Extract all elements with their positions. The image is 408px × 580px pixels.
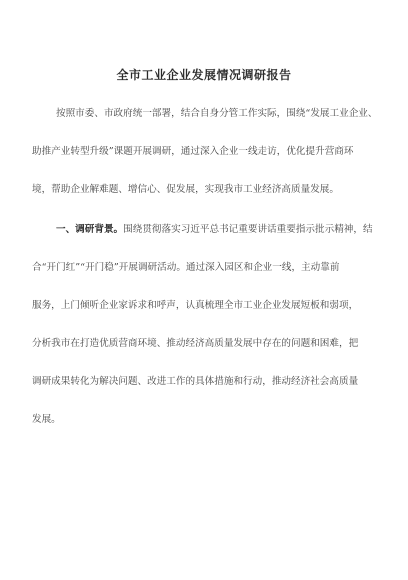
intro-line-2: 助推产业转型升级”课题开展调研，通过深入企业一线走访，优化提升营商环: [32, 146, 354, 157]
section1-line-6: 发展。: [32, 414, 61, 425]
section1-line-5: 调研成果转化为解决问题、改进工作的具体措施和行动，推动经济社会高质量: [32, 376, 359, 387]
section1-line-3: 服务，上门倾听企业家诉求和呼声，认真梳理全市工业企业发展短板和弱项，: [32, 300, 359, 311]
intro-line-3: 境，帮助企业解难题、增信心、促发展，实现我市工业经济高质量发展。: [32, 184, 339, 195]
section1-first-line: [56, 224, 373, 236]
section1-heading: 一、调研背景。: [56, 224, 124, 235]
document-title: 全市工业企业发展情况调研报告: [116, 68, 292, 82]
section1-line-2: 合“开门红”“开门稳”开展调研活动。通过深入园区和企业一线，主动靠前: [32, 262, 340, 273]
intro-line-1: 按照市委、市政府统一部署，结合自身分管工作实际，围绕“发展工业企业、: [56, 108, 378, 119]
section1-line-4: 分析我市在打造优质营商环境、推动经济高质量发展中存在的问题和困难，把: [32, 338, 359, 349]
section1-first-line-text: 围绕贯彻落实习近平总书记重要讲话重要指示批示精神，结: [123, 224, 373, 235]
